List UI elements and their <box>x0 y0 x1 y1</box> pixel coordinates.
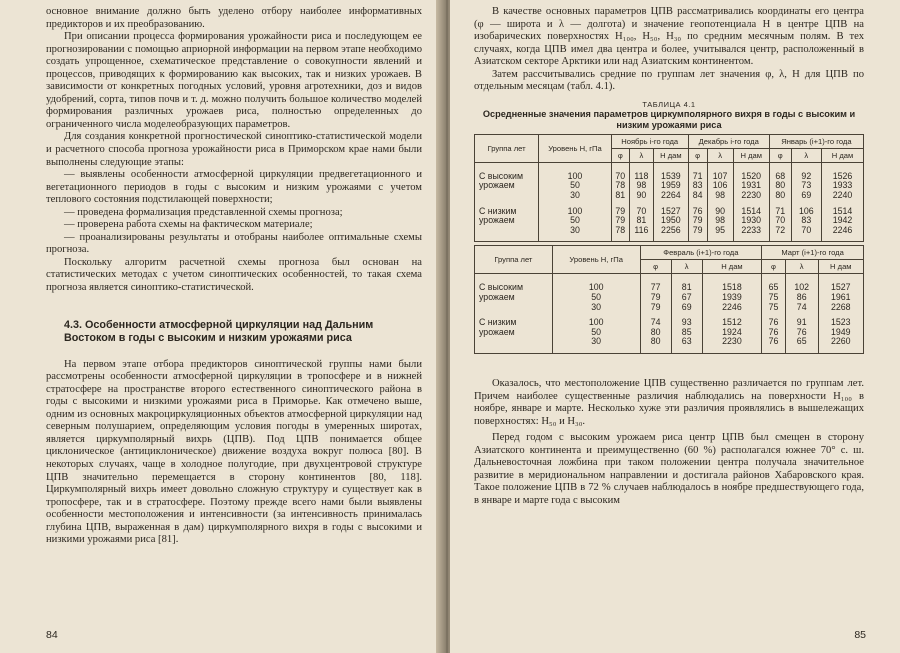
table-cell: С низким <box>475 201 539 217</box>
table-1 <box>474 134 864 243</box>
table-cell: 76 <box>762 312 786 328</box>
table-cell: 74 <box>640 312 671 328</box>
table-cell: 50 <box>539 181 612 191</box>
table-cell: 1933 <box>821 181 863 191</box>
table-cell: 100 <box>552 274 640 293</box>
table-cell: 76 <box>762 328 786 338</box>
table-caption <box>474 100 864 131</box>
table-cell: С низким <box>475 312 553 328</box>
table-cell: 75 <box>762 293 786 303</box>
table-cell: 69 <box>791 191 821 201</box>
list-item: — проанализированы результаты и отобраны наиболее оптимальные схемы прогноза. <box>46 231 422 256</box>
column-header: φ <box>688 148 707 162</box>
paragraph: Перед годом с высоким урожаем риса центр ЦПВ был смещен в сторону Азиатского континента и преимущественно (60 %) располагался южнее 70° с. ш. Дальневосточная ложбина при таком положении центра получала значительное развитие в меридиональном направлении и достигала районов Хабаровского края. Такое положение ЦПВ в 72 % случаев наблюдалось в ноябре предшествующего года, в январе и марте года с высоким <box>474 432 864 506</box>
table-cell: 69 <box>671 303 702 313</box>
table-cell: 2233 <box>733 226 769 242</box>
table-row <box>475 274 864 293</box>
table-cell: 63 <box>671 337 702 353</box>
column-header: Февраль (i+1)-го года <box>640 246 762 260</box>
table-cell: 2230 <box>702 337 761 353</box>
table-cell: 91 <box>785 312 818 328</box>
table-cell: 1931 <box>733 181 769 191</box>
table-cell: 1514 <box>733 201 769 217</box>
table-cell: 1959 <box>654 181 689 191</box>
table-cell: 30 <box>552 337 640 353</box>
column-header: Уровень H, гПа <box>539 134 612 162</box>
column-header: φ <box>769 148 791 162</box>
column-header: Ноябрь i-го года <box>611 134 688 148</box>
table-cell: 1949 <box>818 328 863 338</box>
table-cell: 81 <box>611 191 629 201</box>
table-row <box>475 226 864 242</box>
table-cell: 70 <box>791 226 821 242</box>
column-header: λ <box>785 260 818 274</box>
table-cell <box>475 303 553 313</box>
column-header: Декабрь i-го года <box>688 134 769 148</box>
table-cell: 1512 <box>702 312 761 328</box>
column-header: φ <box>762 260 786 274</box>
table-cell: 92 <box>791 162 821 181</box>
right-page <box>450 0 900 653</box>
table-cell: 1518 <box>702 274 761 293</box>
column-header: λ <box>671 260 702 274</box>
table-cell: 102 <box>785 274 818 293</box>
table-cell: 50 <box>552 293 640 303</box>
table-cell: 98 <box>707 191 733 201</box>
paragraph: Поскольку алгоритм расчетной схемы прогноза был основан на статистических методах с учетом синоптических особенностей, то такая схема прогноза является синоптико-статистической. <box>46 256 422 294</box>
table-cell: 73 <box>791 181 821 191</box>
table-cell: 1961 <box>818 293 863 303</box>
list-item: — выявлены особенности атмосферной циркуляции предвегетационного и вегетационного периодов в годы с высоким и низким урожаями с учетом теплового состояния подстилающей поверхности; <box>46 169 422 206</box>
table-cell: 50 <box>539 216 612 226</box>
table-cell: урожаем <box>475 293 553 303</box>
paragraph: основное внимание должно быть уделено отбору наиболее информативных предикторов и их преобразованию. <box>46 6 422 30</box>
table-cell: 30 <box>539 226 612 242</box>
table-cell: 1942 <box>821 216 863 226</box>
table-cell: 2260 <box>818 337 863 353</box>
table-cell: 75 <box>762 303 786 313</box>
table-cell: 74 <box>785 303 818 313</box>
table-row <box>475 312 864 328</box>
table-cell: 79 <box>688 226 707 242</box>
table-cell: 1930 <box>733 216 769 226</box>
table-cell: 76 <box>762 337 786 353</box>
table-cell: 79 <box>640 293 671 303</box>
table-2 <box>474 245 864 354</box>
table-cell: С высоким <box>475 274 553 293</box>
table-cell: 2246 <box>702 303 761 313</box>
table-cell: 2264 <box>654 191 689 201</box>
column-header: φ <box>611 148 629 162</box>
table-cell: 1526 <box>821 162 863 181</box>
table-cell: 86 <box>785 293 818 303</box>
table-row <box>475 162 864 181</box>
table-cell: 1950 <box>654 216 689 226</box>
table-cell: 100 <box>539 162 612 181</box>
table-cell: 81 <box>671 274 702 293</box>
paragraph: Для создания конкретной прогностической синоптико-статистической модели и расчетного способа прогноза урожайности риса в Приморском крае нами были выполнены следующие этапы: <box>46 131 422 168</box>
table-cell: 106 <box>791 201 821 217</box>
table-cell: 2256 <box>654 226 689 242</box>
left-page <box>0 0 444 653</box>
table-cell: 1523 <box>818 312 863 328</box>
table-cell: 1527 <box>654 201 689 217</box>
list-item: — проверена работа схемы на фактическом материале; <box>64 219 313 231</box>
table-cell: 70 <box>629 201 653 217</box>
column-header: λ <box>629 148 653 162</box>
table-cell: 68 <box>769 162 791 181</box>
table-cell: 65 <box>762 274 786 293</box>
table-cell: 107 <box>707 162 733 181</box>
table-cell: 81 <box>629 216 653 226</box>
column-header: λ <box>707 148 733 162</box>
table-cell: урожаем <box>475 216 539 226</box>
column-header: φ <box>640 260 671 274</box>
column-header: H дам <box>818 260 863 274</box>
table-cell: 76 <box>785 328 818 338</box>
table-row <box>475 191 864 201</box>
table-cell <box>475 337 553 353</box>
table-cell: урожаем <box>475 328 553 338</box>
table-label: ТАБЛИЦА 4.1 <box>642 99 696 109</box>
column-header: H дам <box>733 148 769 162</box>
table-title: Осредненные значения параметров циркумполярного вихря в годы с высоким и низким урожаями риса <box>482 108 856 130</box>
column-header: λ <box>791 148 821 162</box>
page-number: 84 <box>46 629 58 641</box>
column-header: H дам <box>821 148 863 162</box>
table-cell: 30 <box>539 191 612 201</box>
table-cell <box>475 226 539 242</box>
table-cell: 1924 <box>702 328 761 338</box>
column-header: H дам <box>654 148 689 162</box>
table-cell: 83 <box>688 181 707 191</box>
paragraph: Затем рассчитывались средние по группам лет значения φ, λ, H для ЦПВ по отдельным месяцам (табл. 4.1). <box>474 68 864 93</box>
paragraph: В качестве основных параметров ЦПВ рассматривались координаты его центра (φ — широта и λ — долгота) и значение геопотенциала H в центре ЦПВ на изобарических поверхностях H₁₀₀, H₅₀, H₃₀ по средним месячным полям. В тех случаях, когда ЦПВ имел два центра и более, учитывался центр, расположенный в Азиатском секторе Арктики или над Азиатским континентом. <box>474 6 864 68</box>
table-cell: 77 <box>640 274 671 293</box>
table-cell: 30 <box>552 303 640 313</box>
column-header: Группа лет <box>475 134 539 162</box>
section-heading: 4.3. Особенности атмосферной циркуляции над Дальним Востоком в годы с высоким и низким урожаями риса <box>64 318 374 344</box>
table-cell: 2268 <box>818 303 863 313</box>
table-cell: 67 <box>671 293 702 303</box>
column-header: Январь (i+1)-го года <box>769 134 863 148</box>
table-cell: 84 <box>688 191 707 201</box>
table-cell: 79 <box>611 216 629 226</box>
table-row <box>475 201 864 217</box>
table-cell: 93 <box>671 312 702 328</box>
table-cell: 80 <box>640 328 671 338</box>
table-cell: 2246 <box>821 226 863 242</box>
table-cell: 79 <box>611 201 629 217</box>
table-cell: 80 <box>769 191 791 201</box>
list-item: — проведена формализация представленной схемы прогноза; <box>64 206 343 218</box>
table-cell: 72 <box>769 226 791 242</box>
table-cell: 50 <box>552 328 640 338</box>
table-cell: 116 <box>629 226 653 242</box>
table-cell: 1527 <box>818 274 863 293</box>
page-number: 85 <box>854 629 866 641</box>
table-cell: 65 <box>785 337 818 353</box>
table-cell: 98 <box>707 216 733 226</box>
column-header: H дам <box>702 260 761 274</box>
table-cell: 106 <box>707 181 733 191</box>
table-row <box>475 337 864 353</box>
table-cell: 1514 <box>821 201 863 217</box>
table-cell: 80 <box>640 337 671 353</box>
table-cell: 1939 <box>702 293 761 303</box>
table-cell: 2230 <box>733 191 769 201</box>
column-header: Уровень H, гПа <box>552 246 640 274</box>
column-header: Март (i+1)-го года <box>762 246 864 260</box>
paragraph: Оказалось, что местоположение ЦПВ существенно различается по группам лет. Причем наиболее существенные различия наблюдались на поверхности H₁₀₀ в ноябре, январе и марте. Несколько хуже эти различия проявлялись в вышележащих поверхностях: H₅₀ и H₃₀. <box>474 377 864 427</box>
table-cell: 1520 <box>733 162 769 181</box>
table-cell: 83 <box>791 216 821 226</box>
table-cell: 118 <box>629 162 653 181</box>
table-cell: 78 <box>611 226 629 242</box>
table-cell: 1539 <box>654 162 689 181</box>
table-cell: 98 <box>629 181 653 191</box>
table-cell: 90 <box>707 201 733 217</box>
table-cell: 95 <box>707 226 733 242</box>
table-cell: 85 <box>671 328 702 338</box>
table-cell: урожаем <box>475 181 539 191</box>
table-cell: 100 <box>552 312 640 328</box>
table-cell: 70 <box>769 216 791 226</box>
table-cell: 71 <box>769 201 791 217</box>
paragraph: При описании процесса формирования урожайности риса и последующем ее прогнозировании с помощью априорной информации на первом этапе необходимо создать упрощенное, схематическое представление о совокупности явлений и процессов, приводящих к формированию как высоких, так и низких урожаев. В зависимости от конкретных погодных условий, уровня агротехники, доз и видов удобрений, сорта, типов почв и т. д. можно получить большое количество моделей формирования различных урожаев риса, полностью определенных до ограниченного числа моделеобразующих параметров. <box>46 31 422 130</box>
paragraph: На первом этапе отбора предикторов синоптической группы нами были рассмотрены особенности атмосферной циркуляции в тропосфере и в нижней стратосфере на пространстве второго естественного синоптического района в годы с высокими и низкими урожаями риса в Приморье. Как отмечено выше, одним из основных макроциркуляционных объектов атмосферной циркуляции над северным полушарием, определяющим условия погоды в умеренных широтах, является циркумполярный вихрь (ЦПВ). Под ЦПВ понимается общее циклоническое (антициклоническое) движение воздуха вокруг полюса [80]. В некоторых случаях, чаще в холодное полугодие, при двухцентровой структуре ЦПВ значительно перемещается в сторону континентов [80, 118]. Циркумполярный вихрь имеет довольно сложную структуру и существует как в тропосфере, так и в стратосфере. Поэтому прежде всего нами были выявлены особенности местоположения и интенсивности (за интенсивность принималась глубина ЦПВ, выраженная в дам) циркумполярного вихря в годы с высокими и низкими урожаями риса [81]. <box>46 358 422 546</box>
table-cell: 2240 <box>821 191 863 201</box>
table-cell <box>475 191 539 201</box>
table-cell: 79 <box>640 303 671 313</box>
table-cell: 70 <box>611 162 629 181</box>
table-cell: 78 <box>611 181 629 191</box>
column-header: Группа лет <box>475 246 553 274</box>
table-cell: 79 <box>688 216 707 226</box>
table-row <box>475 303 864 313</box>
table-cell: 71 <box>688 162 707 181</box>
table-cell: 90 <box>629 191 653 201</box>
table-cell: С высоким <box>475 162 539 181</box>
table-cell: 100 <box>539 201 612 217</box>
table-cell: 76 <box>688 201 707 217</box>
table-cell: 80 <box>769 181 791 191</box>
